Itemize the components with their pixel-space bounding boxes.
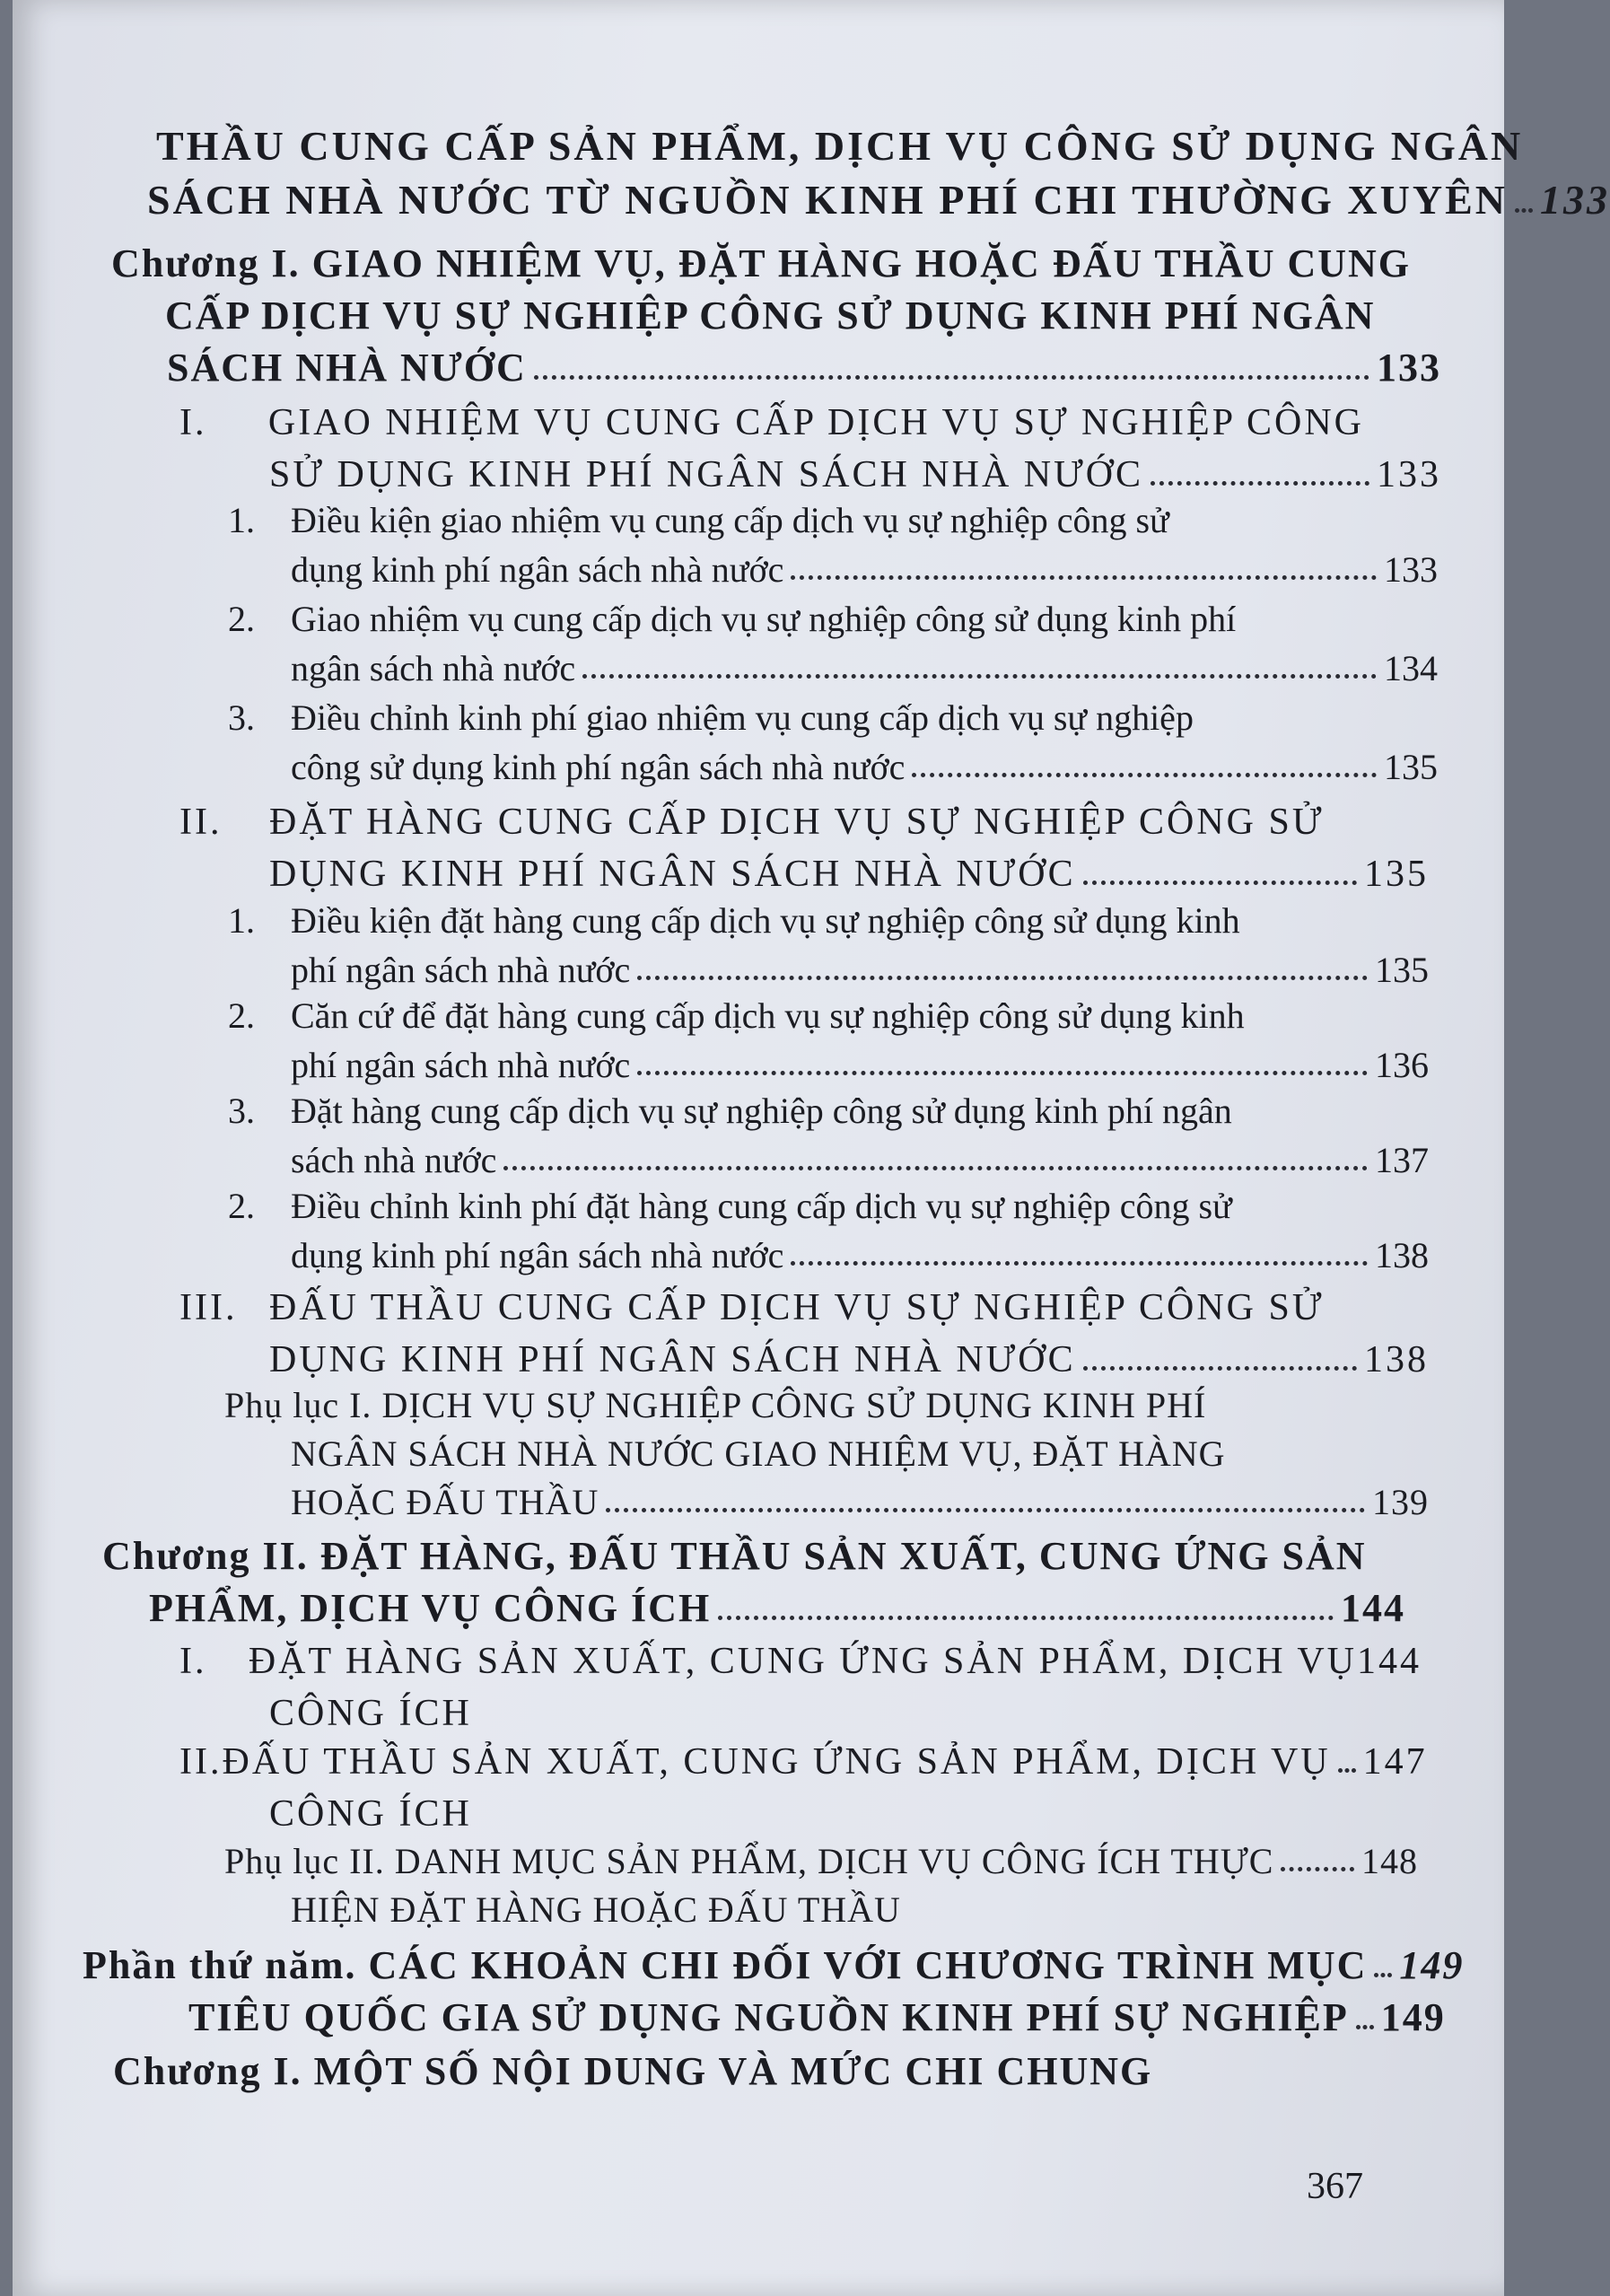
toc-page-number: 135 bbox=[1384, 747, 1438, 787]
toc-appendix-text: DANH MỤC SẢN PHẨM, DỊCH VỤ CÔNG ÍCH THỰC bbox=[394, 1841, 1274, 1881]
toc-page-number: 147 bbox=[1362, 1741, 1428, 1783]
toc-item-number: 2. bbox=[228, 1186, 255, 1226]
toc-item-text: Giao nhiệm vụ cung cấp dịch vụ sự nghiệp công sử dụng kinh phí bbox=[291, 599, 1237, 639]
toc-chapter-text: ĐẶT HÀNG, ĐẤU THẦU SẢN XUẤT, CUNG ỨNG SẢN bbox=[319, 1534, 1367, 1578]
toc-chapter-text: GIAO NHIỆM VỤ, ĐẶT HÀNG HOẶC ĐẤU THẦU CUNG bbox=[311, 241, 1412, 285]
toc-section-line-2 bbox=[269, 855, 1429, 893]
toc-chapter-text: PHẨM, DỊCH VỤ CÔNG ÍCH bbox=[149, 1586, 712, 1630]
toc-chapter-line-2 bbox=[149, 1586, 1405, 1630]
leader-dots bbox=[791, 575, 1377, 580]
toc-item-number: 3. bbox=[228, 697, 255, 738]
toc-page-number: 133 bbox=[1384, 549, 1438, 590]
toc-appendix-number: Phụ lục II. bbox=[224, 1841, 385, 1881]
toc-part-line-2 bbox=[188, 1995, 1446, 2039]
toc-item-line-1 bbox=[228, 995, 1448, 1036]
toc-section-line-1 bbox=[179, 803, 1364, 841]
toc-page-number: 149 bbox=[1380, 1995, 1446, 2039]
toc-part-line-2 bbox=[147, 177, 1610, 223]
toc-section-text: ĐẤU THẦU SẢN XUẤT, CUNG ỨNG SẢN PHẨM, DỊCH VỤ bbox=[222, 1741, 1331, 1783]
leader-dots bbox=[534, 375, 1369, 380]
toc-section-text: CÔNG ÍCH bbox=[269, 1693, 472, 1734]
leader-dots bbox=[606, 1508, 1365, 1512]
leader-dots bbox=[718, 1616, 1334, 1620]
toc-page-number: 133 bbox=[1377, 454, 1441, 495]
toc-item-text: Điều chỉnh kinh phí giao nhiệm vụ cung cấp dịch vụ sự nghiệp bbox=[291, 697, 1194, 738]
toc-section-line-1 bbox=[179, 404, 1364, 442]
toc-section-text: ĐẤU THẦU CUNG CẤP DỊCH VỤ SỰ NGHIỆP CÔNG SỬ bbox=[269, 1287, 1325, 1328]
toc-section-line-2 bbox=[269, 1695, 1346, 1732]
leader-dots bbox=[637, 976, 1368, 980]
toc-page-number: 133 bbox=[1539, 177, 1610, 223]
toc-section-text: ĐẶT HÀNG CUNG CẤP DỊCH VỤ SỰ NGHIỆP CÔNG SỬ bbox=[269, 802, 1325, 843]
toc-section-text: DỤNG KINH PHÍ NGÂN SÁCH NHÀ NƯỚC bbox=[269, 854, 1076, 895]
book-page bbox=[13, 0, 1610, 2296]
leader-dots bbox=[582, 674, 1377, 679]
leader-dots bbox=[912, 773, 1377, 777]
toc-appendix-line-1 bbox=[224, 1385, 1409, 1425]
toc-item-line-2 bbox=[291, 749, 1438, 785]
toc-chapter-line-2 bbox=[165, 296, 1377, 336]
toc-item-text: sách nhà nước bbox=[291, 1140, 497, 1180]
toc-item-text: Điều kiện giao nhiệm vụ cung cấp dịch vụ sự nghiệp công sử bbox=[291, 500, 1169, 540]
toc-page-number: 148 bbox=[1361, 1841, 1418, 1881]
toc-page-number: 144 bbox=[1357, 1641, 1422, 1682]
toc-chapter-line-3 bbox=[167, 348, 1441, 388]
toc-section-number: II. bbox=[179, 1741, 223, 1783]
toc-section-line-2 bbox=[269, 1795, 1346, 1833]
toc-page-number: 138 bbox=[1375, 1235, 1429, 1275]
toc-page-number: 135 bbox=[1364, 854, 1429, 895]
toc-item-line-1 bbox=[228, 601, 1448, 637]
toc-chapter-number: Chương I. bbox=[111, 241, 301, 285]
toc-item-text: dụng kinh phí ngân sách nhà nước bbox=[291, 1235, 784, 1275]
toc-chapter-number: Chương II. bbox=[102, 1534, 309, 1578]
toc-part-line-1 bbox=[83, 1943, 1465, 1987]
leader-dots bbox=[1083, 1366, 1357, 1371]
toc-section-line-1 bbox=[179, 1741, 1428, 1783]
toc-section-line-2 bbox=[269, 1341, 1429, 1379]
leader-dots bbox=[1356, 2025, 1374, 2029]
toc-section-text: SỬ DỤNG KINH PHÍ NGÂN SÁCH NHÀ NƯỚC bbox=[269, 454, 1144, 495]
toc-item-number: 2. bbox=[228, 995, 255, 1036]
toc-appendix-line-2 bbox=[291, 1433, 1439, 1474]
toc-appendix-text: HIỆN ĐẶT HÀNG HOẶC ĐẤU THẦU bbox=[291, 1889, 901, 1930]
toc-appendix-line-2 bbox=[291, 1889, 1368, 1930]
toc-chapter-line-1 bbox=[113, 2049, 1280, 2093]
toc-part-line-1 bbox=[156, 123, 1524, 169]
toc-chapter-text: MỘT SỐ NỘI DUNG VÀ MỨC CHI CHUNG bbox=[313, 2049, 1153, 2093]
toc-item-line-2 bbox=[291, 1140, 1429, 1180]
toc-item-text: Căn cứ để đặt hàng cung cấp dịch vụ sự nghiệp công sử dụng kinh bbox=[291, 995, 1245, 1036]
toc-item-text: Đặt hàng cung cấp dịch vụ sự nghiệp công sử dụng kinh phí ngân bbox=[291, 1091, 1232, 1131]
toc-chapter-text: CẤP DỊCH VỤ SỰ NGHIỆP CÔNG SỬ DỤNG KINH PHÍ NGÂN bbox=[165, 294, 1376, 337]
toc-page-number: 137 bbox=[1375, 1140, 1429, 1180]
toc-item-text: ngân sách nhà nước bbox=[291, 648, 576, 688]
toc-part-text: SÁCH NHÀ NƯỚC TỪ NGUỒN KINH PHÍ CHI THƯỜNG XUYÊN bbox=[147, 177, 1508, 223]
toc-item-line-2 bbox=[291, 1235, 1429, 1275]
leader-dots bbox=[1281, 1867, 1354, 1871]
toc-page-number: 139 bbox=[1372, 1482, 1429, 1522]
leader-dots bbox=[1083, 881, 1357, 885]
toc-item-line-2 bbox=[291, 648, 1438, 688]
toc-item-line-1 bbox=[228, 697, 1448, 738]
leader-dots bbox=[1338, 1768, 1356, 1773]
toc-section-text: GIAO NHIỆM VỤ CUNG CẤP DỊCH VỤ SỰ NGHIỆP CÔNG bbox=[267, 402, 1364, 443]
toc-appendix-text: DỊCH VỤ SỰ NGHIỆP CÔNG SỬ DỤNG KINH PHÍ bbox=[381, 1385, 1207, 1425]
toc-page-number: 134 bbox=[1384, 648, 1438, 688]
toc-section-text: ĐẶT HÀNG SẢN XUẤT, CUNG ỨNG SẢN PHẨM, DỊCH VỤ bbox=[248, 1641, 1357, 1682]
toc-item-line-2 bbox=[291, 549, 1438, 590]
leader-dots bbox=[503, 1166, 1368, 1170]
toc-part-text: THẦU CUNG CẤP SẢN PHẨM, DỊCH VỤ CÔNG SỬ DỤNG NGÂN bbox=[156, 123, 1524, 169]
toc-item-line-1 bbox=[228, 900, 1448, 941]
toc-page-number: 135 bbox=[1375, 950, 1429, 990]
toc-item-text: dụng kinh phí ngân sách nhà nước bbox=[291, 549, 784, 590]
leader-dots bbox=[791, 1261, 1368, 1266]
toc-item-line-2 bbox=[291, 952, 1429, 988]
toc-section-text: CÔNG ÍCH bbox=[269, 1793, 472, 1835]
toc-item-text: phí ngân sách nhà nước bbox=[291, 950, 631, 990]
page-number: 367 bbox=[1307, 2166, 1363, 2207]
toc-section-text: DỤNG KINH PHÍ NGÂN SÁCH NHÀ NƯỚC bbox=[269, 1339, 1076, 1380]
toc-appendix-text: HOẶC ĐẤU THẦU bbox=[291, 1482, 599, 1522]
toc-item-text: Điều chỉnh kinh phí đặt hàng cung cấp dịch vụ sự nghiệp công sử bbox=[291, 1186, 1232, 1226]
toc-item-text: công sử dụng kinh phí ngân sách nhà nước bbox=[291, 747, 906, 787]
toc-page-number: 149 bbox=[1399, 1943, 1465, 1987]
toc-item-number: 1. bbox=[228, 500, 255, 540]
toc-page-number: 138 bbox=[1364, 1339, 1429, 1380]
toc-chapter-text: SÁCH NHÀ NƯỚC bbox=[167, 346, 527, 390]
toc-item-line-1 bbox=[228, 1093, 1448, 1129]
toc-page-number: 133 bbox=[1377, 346, 1441, 390]
toc-section-line-1 bbox=[179, 1643, 1422, 1680]
leader-dots bbox=[637, 1071, 1368, 1075]
leader-dots bbox=[1374, 1973, 1392, 1977]
toc-part-text: CÁC KHOẢN CHI ĐỐI VỚI CHƯƠNG TRÌNH MỤC bbox=[368, 1943, 1368, 1987]
toc-page-number: 144 bbox=[1341, 1586, 1405, 1630]
toc-chapter-number: Chương I. bbox=[113, 2049, 302, 2093]
toc-item-text: Điều kiện đặt hàng cung cấp dịch vụ sự nghiệp công sử dụng kinh bbox=[291, 900, 1240, 941]
toc-part-text: TIÊU QUỐC GIA SỬ DỤNG NGUỒN KINH PHÍ SỰ NGHIỆP bbox=[188, 1995, 1349, 2039]
toc-section-number: I. bbox=[179, 402, 207, 443]
toc-part-number: Phần thứ năm. bbox=[83, 1943, 357, 1987]
toc-chapter-line-1 bbox=[102, 1534, 1377, 1578]
leader-dots bbox=[1515, 208, 1533, 213]
toc-item-number: 1. bbox=[228, 900, 255, 941]
toc-section-line-2 bbox=[269, 456, 1441, 494]
toc-item-line-1 bbox=[228, 500, 1448, 540]
toc-section-line-1 bbox=[179, 1289, 1364, 1327]
toc-section-number: III. bbox=[179, 1287, 238, 1328]
toc-item-line-2 bbox=[291, 1047, 1429, 1083]
toc-item-number: 3. bbox=[228, 1091, 255, 1131]
toc-chapter-line-1 bbox=[111, 241, 1412, 285]
toc-page-number: 136 bbox=[1375, 1045, 1429, 1085]
toc-item-number: 2. bbox=[228, 599, 255, 639]
toc-appendix-line-3 bbox=[291, 1482, 1429, 1522]
toc-section-number: I. bbox=[179, 1641, 207, 1682]
toc-item-line-1 bbox=[228, 1188, 1448, 1224]
toc-appendix-text: NGÂN SÁCH NHÀ NƯỚC GIAO NHIỆM VỤ, ĐẶT HÀNG bbox=[291, 1433, 1226, 1474]
leader-dots bbox=[1151, 481, 1369, 486]
toc-section-number: II. bbox=[179, 802, 223, 843]
toc-appendix-number: Phụ lục I. bbox=[224, 1385, 372, 1425]
toc-item-text: phí ngân sách nhà nước bbox=[291, 1045, 631, 1085]
toc-appendix-line-1 bbox=[224, 1841, 1418, 1881]
